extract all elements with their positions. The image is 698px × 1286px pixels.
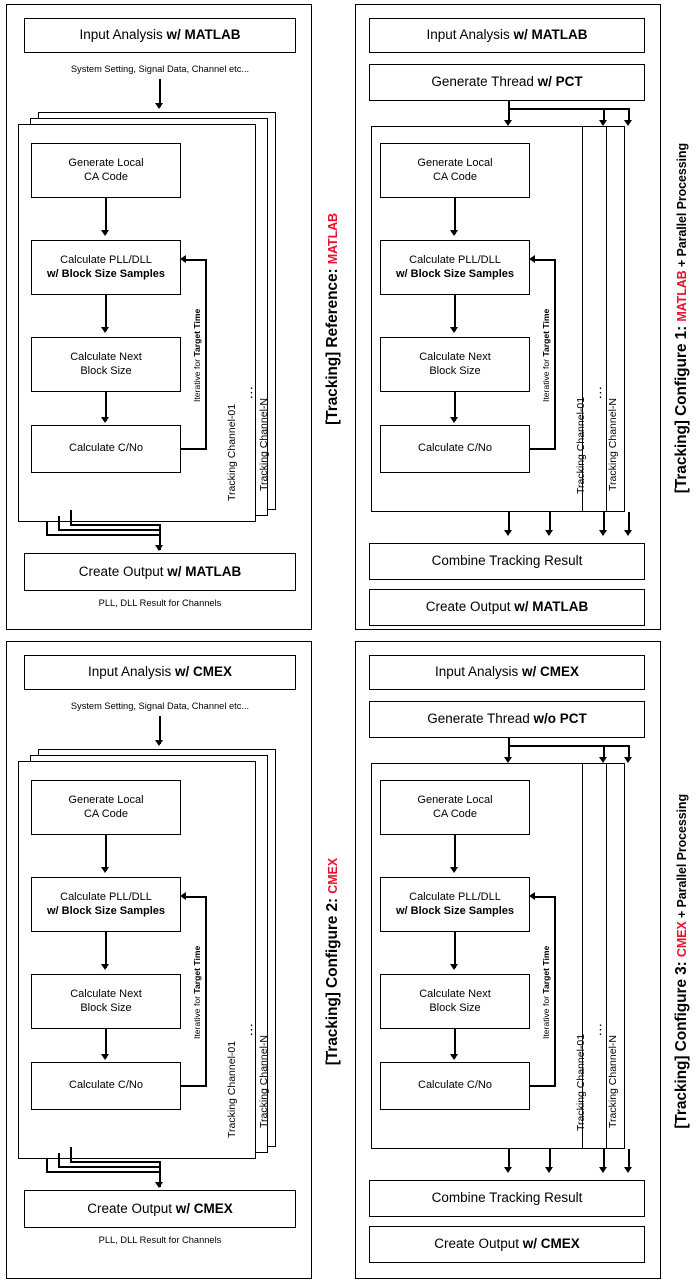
loop-arrow-c2 — [180, 892, 186, 900]
side-label-main-c3: [Tracking] Configure 3: — [673, 957, 690, 1129]
input-analysis-box-c2 — [24, 655, 296, 690]
side-label-accent-c2: CMEX — [326, 857, 340, 894]
channel-ellipsis-reference: ⋮ — [245, 385, 259, 400]
pll-line2-c3: w/ Block Size Samples — [396, 904, 514, 917]
loop-arrow-reference — [180, 255, 186, 263]
input-analysis-box-c3 — [369, 655, 645, 690]
loop-arrow-c1 — [529, 255, 535, 263]
loop-arrow-c3 — [529, 892, 535, 900]
ca-code-line1: Generate Local — [68, 156, 144, 169]
channel-label-01-reference: Tracking Channel-01 — [226, 403, 238, 501]
input-subtitle-c2: System Setting, Signal Data, Channel etc... — [70, 701, 250, 711]
arrow-pll-to-next-c3 — [450, 964, 458, 970]
input-analysis-text-c3: Input Analysis — [434, 664, 523, 680]
loop-label-plain-c3: Iterative for — [541, 993, 551, 1039]
generate-thread-box-c3 — [369, 701, 645, 738]
create-output-box-c1 — [369, 589, 645, 626]
loop-label-plain-c1: Iterative for — [541, 356, 551, 402]
loop-bottom-c2 — [181, 1085, 207, 1087]
next-block-line1-c2: Calculate Next — [70, 987, 142, 1000]
input-analysis-box-c1 — [369, 18, 645, 53]
connector-pll-to-next — [105, 295, 107, 331]
loop-label-reference — [192, 300, 202, 410]
channel-label-01-c2: Tracking Channel-01 — [226, 1040, 238, 1138]
calculate-cno-box-reference — [31, 425, 181, 473]
cno-line1: Calculate C/No — [69, 442, 143, 455]
arrow-ca-to-pll — [101, 230, 109, 236]
channel-label-n-c2: Tracking Channel-N — [258, 1035, 270, 1129]
loop-bottom-c1 — [530, 448, 556, 450]
arrow-ca-to-pll-c3 — [450, 867, 458, 873]
output-text-c2: Create Output — [87, 1200, 176, 1216]
loop-label-bold-c2: Target Time — [192, 945, 202, 994]
generate-ca-code-box-reference — [31, 143, 181, 198]
pll-line2: w/ Block Size Samples — [47, 267, 165, 280]
loop-top-reference — [186, 259, 206, 261]
combine-text-c3: Combine Tracking Result — [431, 1190, 583, 1206]
output-bold-c1: w/ MATLAB — [514, 599, 589, 615]
ca-code-line2-c3: CA Code — [432, 807, 478, 820]
arrow-next-to-cno-c2 — [101, 1054, 109, 1060]
connector-pll-to-next-c1 — [454, 295, 456, 331]
connector-pll-to-next-c2 — [105, 932, 107, 968]
generate-ca-code-box-c2 — [31, 780, 181, 835]
arrow-pll-to-next-c2 — [101, 964, 109, 970]
calculate-cno-box-c3 — [380, 1062, 530, 1110]
channel-ellipsis-c3: ⋮ — [594, 1022, 608, 1037]
input-analysis-bold-c2: w/ CMEX — [175, 664, 233, 680]
loop-right-reference — [205, 259, 207, 449]
ca-code-line1-c1: Generate Local — [417, 156, 493, 169]
thread-text-c3: Generate Thread — [427, 711, 534, 727]
pll-line1-c2: Calculate PLL/DLL — [60, 890, 152, 903]
out-line-h-n — [70, 524, 160, 526]
out-line-h-mid-c2 — [58, 1166, 160, 1168]
arrow-to-output-c2 — [155, 1182, 163, 1188]
arrow-next-to-cno-c1 — [450, 417, 458, 423]
side-label-suffix-c3: + Parallel Processing — [675, 794, 689, 922]
loop-top-c2 — [186, 896, 206, 898]
input-subtitle-reference: System Setting, Signal Data, Channel etc... — [70, 64, 250, 74]
cno-line1-c2: Calculate C/No — [69, 1079, 143, 1092]
loop-right-c2 — [205, 896, 207, 1086]
loop-label-c2 — [192, 937, 202, 1047]
arrow-next-to-cno — [101, 417, 109, 423]
ca-code-line2: CA Code — [83, 170, 129, 183]
combine-text-c1: Combine Tracking Result — [431, 553, 583, 569]
channel-ellipsis-c2: ⋮ — [245, 1022, 259, 1037]
channel-label-01-c3: Tracking Channel-01 — [575, 1033, 587, 1131]
out-line-v-mid — [58, 516, 60, 530]
next-block-line1-c1: Calculate Next — [419, 350, 491, 363]
output-subtitle-reference: PLL, DLL Result for Channels — [98, 598, 222, 608]
side-label-main-c1: [Tracking] Configure 1: — [673, 322, 690, 494]
pll-line1-c3: Calculate PLL/DLL — [409, 890, 501, 903]
calculate-next-block-box-reference — [31, 337, 181, 392]
input-analysis-text-c1: Input Analysis — [426, 27, 514, 43]
calculate-next-block-box-c3 — [380, 974, 530, 1029]
generate-ca-code-box-c1 — [380, 143, 530, 198]
calculate-pll-dll-box-reference — [31, 240, 181, 295]
generate-thread-box-c1 — [369, 64, 645, 101]
pll-line1-c1: Calculate PLL/DLL — [409, 253, 501, 266]
arrow-input-to-frame — [155, 103, 163, 109]
loop-label-plain-c2: Iterative for — [192, 993, 202, 1039]
cno-line1-c3: Calculate C/No — [418, 1079, 492, 1092]
fanout-line-c3 — [508, 745, 629, 747]
thread-text-c1: Generate Thread — [431, 74, 538, 90]
loop-right-c3 — [554, 896, 556, 1086]
calculate-cno-box-c1 — [380, 425, 530, 473]
arrow-next-to-cno-c3 — [450, 1054, 458, 1060]
create-output-box-c3 — [369, 1226, 645, 1263]
next-block-line2-c3: Block Size — [429, 1001, 481, 1014]
generate-ca-code-box-c3 — [380, 780, 530, 835]
calculate-cno-box-c2 — [31, 1062, 181, 1110]
arrow-pll-to-next — [101, 327, 109, 333]
combine-tracking-result-box-c1 — [369, 543, 645, 580]
input-analysis-text-c2: Input Analysis — [87, 664, 176, 680]
output-text: Create Output — [78, 563, 168, 579]
input-analysis-text: Input Analysis — [79, 27, 167, 43]
cno-line1-c1: Calculate C/No — [418, 442, 492, 455]
create-output-box-reference — [24, 553, 296, 591]
pll-line1: Calculate PLL/DLL — [60, 253, 152, 266]
ca-code-line1-c3: Generate Local — [417, 793, 493, 806]
calculate-pll-dll-box-c2 — [31, 877, 181, 932]
loop-label-plain: Iterative for — [192, 356, 202, 402]
output-subtitle-c2: PLL, DLL Result for Channels — [98, 1235, 222, 1245]
input-analysis-box-reference — [24, 18, 296, 53]
quadrant-reference — [0, 0, 349, 637]
arrow-pll-to-next-c1 — [450, 327, 458, 333]
calculate-next-block-box-c2 — [31, 974, 181, 1029]
arrow-ca-to-pll-c1 — [450, 230, 458, 236]
connector-ca-to-pll-c2 — [105, 835, 107, 871]
quadrant-configure-1 — [349, 0, 698, 637]
output-bold: w/ MATLAB — [167, 563, 242, 579]
channel-label-n-c1: Tracking Channel-N — [607, 398, 619, 492]
fanin-arrow2-c3 — [545, 1167, 553, 1173]
fanout-arrow3-c3 — [624, 757, 632, 763]
fanin-arrow3-c3 — [599, 1167, 607, 1173]
channel-label-01-c1: Tracking Channel-01 — [575, 396, 587, 494]
side-label-main-c2: [Tracking] Configure 2: — [324, 893, 341, 1066]
thread-bold-c3: w/o PCT — [533, 711, 587, 727]
arrow-input-to-frame-c2 — [155, 740, 163, 746]
fanin-arrow1-c1 — [504, 530, 512, 536]
fanin-arrow4-c3 — [624, 1167, 632, 1173]
side-label-configure-3 — [668, 637, 696, 1286]
next-block-line1-c3: Calculate Next — [419, 987, 491, 1000]
output-bold-c2: w/ CMEX — [175, 1200, 233, 1216]
loop-bottom-c3 — [530, 1085, 556, 1087]
channel-ellipsis-c1: ⋮ — [594, 385, 608, 400]
calculate-pll-dll-box-c3 — [380, 877, 530, 932]
calculate-next-block-box-c1 — [380, 337, 530, 392]
loop-label-bold-c3: Target Time — [541, 945, 551, 994]
loop-right-c1 — [554, 259, 556, 449]
thread-bold-c1: w/ PCT — [537, 74, 583, 90]
fanin-arrow1-c3 — [504, 1167, 512, 1173]
channel-label-n-reference: Tracking Channel-N — [258, 398, 270, 492]
input-analysis-bold: w/ MATLAB — [166, 27, 241, 43]
arrow-ca-to-pll-c2 — [101, 867, 109, 873]
next-block-line1: Calculate Next — [70, 350, 142, 363]
output-bold-c3: w/ CMEX — [522, 1236, 580, 1252]
out-line-h-01 — [46, 534, 160, 536]
fanin-arrow3-c1 — [599, 530, 607, 536]
out-line-h-01-c2 — [46, 1171, 160, 1173]
out-line-v-mid-c2 — [58, 1153, 60, 1167]
channel-label-n-c3: Tracking Channel-N — [607, 1035, 619, 1129]
loop-top-c3 — [535, 896, 555, 898]
next-block-line2-c2: Block Size — [80, 1001, 132, 1014]
loop-label-bold: Target Time — [192, 308, 202, 357]
side-label-accent-c3: CMEX — [675, 921, 689, 958]
calculate-pll-dll-box-c1 — [380, 240, 530, 295]
pll-line2-c2: w/ Block Size Samples — [47, 904, 165, 917]
side-label-suffix-c1: + Parallel Processing — [675, 143, 689, 271]
loop-bottom-reference — [181, 448, 207, 450]
out-line-h-mid — [58, 529, 160, 531]
quadrant-configure-2 — [0, 637, 349, 1286]
side-label-accent-c1: MATLAB — [675, 270, 689, 323]
fanin-arrow2-c1 — [545, 530, 553, 536]
connector-ca-to-pll-c1 — [454, 198, 456, 234]
loop-top-c1 — [535, 259, 555, 261]
output-text-c1: Create Output — [425, 599, 515, 615]
output-text-c3: Create Output — [434, 1236, 523, 1252]
loop-label-bold-c1: Target Time — [541, 308, 551, 357]
side-label-configure-2 — [319, 637, 347, 1286]
fanout-line-c1 — [508, 108, 629, 110]
side-label-reference — [319, 0, 347, 637]
next-block-line2: Block Size — [80, 364, 132, 377]
loop-label-c1 — [541, 300, 551, 410]
combine-tracking-result-box-c3 — [369, 1180, 645, 1217]
loop-label-c3 — [541, 937, 551, 1047]
arrow-to-output-reference — [155, 545, 163, 551]
fanin-arrow4-c1 — [624, 530, 632, 536]
ca-code-line2-c2: CA Code — [83, 807, 129, 820]
ca-code-line2-c1: CA Code — [432, 170, 478, 183]
out-line-h-n-c2 — [70, 1161, 160, 1163]
ca-code-line1-c2: Generate Local — [68, 793, 144, 806]
next-block-line2-c1: Block Size — [429, 364, 481, 377]
side-label-configure-1 — [668, 0, 696, 637]
create-output-box-c2 — [24, 1190, 296, 1228]
fanout-arrow3-c1 — [624, 120, 632, 126]
input-analysis-bold-c3: w/ CMEX — [522, 664, 580, 680]
side-label-accent: MATLAB — [326, 212, 340, 264]
connector-ca-to-pll — [105, 198, 107, 234]
connector-ca-to-pll-c3 — [454, 835, 456, 871]
pll-line2-c1: w/ Block Size Samples — [396, 267, 514, 280]
quadrant-configure-3 — [349, 637, 698, 1286]
input-analysis-bold-c1: w/ MATLAB — [513, 27, 588, 43]
side-label-main: [Tracking] Reference: — [324, 263, 341, 425]
connector-pll-to-next-c3 — [454, 932, 456, 968]
